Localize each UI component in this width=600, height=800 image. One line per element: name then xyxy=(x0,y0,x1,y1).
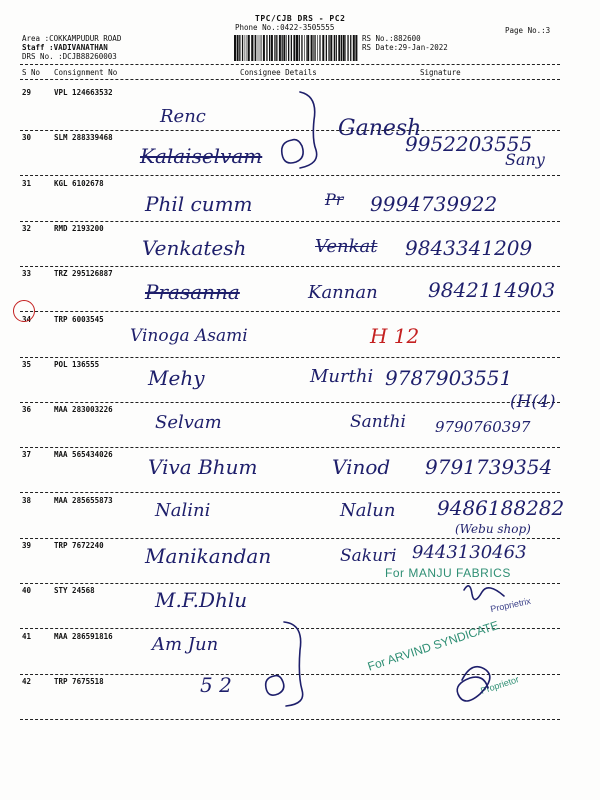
hw-phone-39: 9443130463 xyxy=(412,542,527,563)
row-consignment-number: TRP 6003545 xyxy=(54,314,104,324)
hw-sign-32: Venkat xyxy=(315,236,378,257)
hw-name-39: Manikandan xyxy=(145,544,272,568)
column-divider xyxy=(20,79,560,80)
table-row xyxy=(22,360,99,369)
phone-number: Phone No.:0422-3505555 xyxy=(235,23,335,32)
hw-sign-37: Vinod xyxy=(332,455,391,479)
bracket-stroke-41-42 xyxy=(284,622,303,706)
hw-phone-36: 9790760397 xyxy=(435,418,531,436)
barcode-bar xyxy=(276,35,277,61)
row-consignment-number: SLM 288339468 xyxy=(54,133,113,143)
barcode-bar xyxy=(251,35,253,61)
table-row xyxy=(22,541,104,550)
barcode-bar xyxy=(258,35,259,61)
barcode-bar xyxy=(299,35,300,61)
barcode-bar xyxy=(242,35,243,61)
barcode-bar xyxy=(279,35,281,61)
stamp-manju-fabrics: For MANJU FABRICS xyxy=(385,566,511,580)
hw-name-42: 5 2 xyxy=(200,673,232,697)
barcode-bar xyxy=(282,35,283,61)
hw-sign-30: Ganesh xyxy=(338,116,422,141)
row-serial-number: 37 xyxy=(22,450,32,460)
row-consignment-number: KGL 6102678 xyxy=(54,178,104,188)
barcode-bar xyxy=(330,35,332,61)
table-row xyxy=(22,677,104,686)
barcode-bar xyxy=(261,35,262,61)
hw-name-35: Mehy xyxy=(148,366,205,390)
barcode-bar xyxy=(326,35,327,61)
barcode-bar xyxy=(274,35,275,61)
sheet-title: TPC/CJB DRS - PC2 xyxy=(255,14,346,23)
hw-name-30: Kalaiselvam xyxy=(140,144,263,168)
rs-number-field: RS No.:882600 xyxy=(362,34,421,43)
drs-number-field: DRS No. :DCJB88260003 xyxy=(22,52,117,61)
page-number: Page No.:3 xyxy=(505,26,551,35)
hw-note-39: (Webu shop) xyxy=(455,522,531,536)
barcode-bar xyxy=(345,35,346,61)
row-consignment-number: TRZ 295126887 xyxy=(54,269,113,279)
barcode-bar xyxy=(350,35,351,61)
hw-mark-36: (H(4) xyxy=(510,392,556,412)
barcode-bar xyxy=(271,35,273,61)
row-divider xyxy=(20,266,560,267)
barcode-bar xyxy=(247,35,248,61)
row-serial-number: 31 xyxy=(22,178,32,188)
row-consignment-number: TRP 7672240 xyxy=(54,541,104,550)
barcode-bar xyxy=(266,35,267,61)
barcode-bar xyxy=(260,35,261,61)
barcode-bar xyxy=(317,35,318,61)
row-consignment-number: STY 24568 xyxy=(54,586,95,596)
table-row xyxy=(22,632,113,641)
row-consignment-number: RMD 2193200 xyxy=(54,223,104,233)
col-consignment-header: Consignment No xyxy=(54,68,118,77)
barcode-bar xyxy=(269,35,270,61)
barcode-bar xyxy=(347,35,348,61)
table-row xyxy=(22,88,113,97)
table-row xyxy=(22,179,104,188)
hw-sign-35: Murthi xyxy=(310,366,374,387)
row-serial-number: 34 xyxy=(22,314,32,324)
hw-phone-31: 9994739922 xyxy=(370,192,498,216)
barcode-bar xyxy=(248,35,250,61)
barcode-bar xyxy=(301,35,302,61)
row-serial-number: 32 xyxy=(22,223,32,233)
row-serial-number: 39 xyxy=(22,541,32,550)
row-divider xyxy=(20,492,560,493)
row-serial-number: 33 xyxy=(22,269,32,279)
barcode-bar xyxy=(283,35,285,61)
hw-phone-33: 9842114903 xyxy=(428,278,556,302)
row-consignment-number: MAA 285655873 xyxy=(54,495,113,505)
row-serial-number: 35 xyxy=(22,359,32,369)
barcode-bar xyxy=(320,35,321,61)
row-consignment-number: MAA 286591816 xyxy=(54,631,113,641)
red-circle-mark xyxy=(13,300,35,322)
barcode-bar xyxy=(334,35,335,61)
barcode-bar xyxy=(263,35,265,61)
row-consignment-number: POL 136555 xyxy=(54,359,100,369)
barcode-bar xyxy=(245,35,246,61)
row-divider xyxy=(20,175,560,176)
row-divider xyxy=(20,583,560,584)
row-divider xyxy=(20,447,560,448)
row-serial-number: 30 xyxy=(22,133,32,143)
row-serial-number: 36 xyxy=(22,405,32,415)
hw-phone-30: 9952203555 xyxy=(405,132,533,156)
row-serial-number: 29 xyxy=(22,88,32,97)
zero-mark-30 xyxy=(282,140,303,163)
barcode-bar xyxy=(355,35,357,61)
barcode-bar xyxy=(291,35,292,61)
header-divider xyxy=(20,64,560,65)
hw-name-32: Venkatesh xyxy=(142,236,247,260)
barcode-bar xyxy=(293,35,295,61)
table-row xyxy=(22,224,104,233)
barcode-bar xyxy=(314,35,315,61)
hw-name-38: Nalini xyxy=(155,500,211,521)
barcode-bar xyxy=(322,35,324,61)
stamp-manju-proprietrix: Proprietrix xyxy=(489,595,532,615)
barcode-bar xyxy=(336,35,337,61)
barcode-bar xyxy=(328,35,329,61)
col-signature-header: Signature xyxy=(420,68,461,77)
barcode-bar xyxy=(296,35,298,61)
area-field: Area :COKKAMPUDUR ROAD xyxy=(22,34,122,43)
hw-name-34: Vinoga Asami xyxy=(130,326,248,346)
barcode-bar xyxy=(343,35,345,61)
row-divider xyxy=(20,130,560,131)
hw-name-36: Selvam xyxy=(155,412,222,433)
table-row xyxy=(22,586,95,595)
barcode xyxy=(232,35,360,61)
signature-scribble-40 xyxy=(464,586,504,600)
row-consignment-number: MAA 283003226 xyxy=(54,405,113,415)
table-row xyxy=(22,450,113,459)
table-row xyxy=(22,405,113,414)
hw-name-41: Am Jun xyxy=(152,634,219,655)
row-consignment-number: MAA 565434026 xyxy=(54,450,113,460)
hw-phone-32: 9843341209 xyxy=(405,236,533,260)
barcode-bar xyxy=(234,35,236,61)
stamp-arvind-proprietor: Proprietor xyxy=(479,674,521,696)
hw-name-31: Phil cumm xyxy=(145,192,253,216)
hw-name-37: Viva Bhum xyxy=(148,455,258,479)
hw-name-33: Prasanna xyxy=(145,280,240,304)
row-serial-number: 42 xyxy=(22,676,32,686)
hw-phone-35: 9787903551 xyxy=(385,366,513,390)
barcode-bar xyxy=(307,35,309,61)
barcode-bar xyxy=(311,35,313,61)
table-row xyxy=(22,315,104,324)
stamp-arvind-syndicate: For ARVIND SYNDICATE xyxy=(365,618,501,674)
table-row xyxy=(22,133,113,142)
hw-phone-37: 9791739354 xyxy=(425,455,553,479)
barcode-bar xyxy=(341,35,342,61)
staff-field: Staff :VADIVANATHAN xyxy=(22,43,108,52)
row-divider xyxy=(20,719,560,720)
row-divider xyxy=(20,357,560,358)
hw-sign-36: Santhi xyxy=(350,412,406,432)
rs-date-field: RS Date:29-Jan-2022 xyxy=(362,43,448,52)
table-row xyxy=(22,269,113,278)
row-serial-number: 40 xyxy=(22,586,32,596)
hw-sign-33: Kannan xyxy=(308,282,378,303)
barcode-bar xyxy=(319,35,320,61)
barcode-bar xyxy=(237,35,239,61)
barcode-bar xyxy=(313,35,314,61)
hw-sign-31: Pr xyxy=(325,190,344,209)
barcode-bar xyxy=(254,35,255,61)
zero-mark-42 xyxy=(266,676,284,696)
row-serial-number: 38 xyxy=(22,495,32,505)
col-consignee-header: Consignee Details xyxy=(240,68,317,77)
barcode-bar xyxy=(353,35,355,61)
barcode-bar xyxy=(255,35,256,61)
row-consignment-number: VPL 124663532 xyxy=(54,88,113,97)
row-serial-number: 41 xyxy=(22,631,32,641)
barcode-bar xyxy=(304,35,305,61)
row-divider xyxy=(20,538,560,539)
table-row xyxy=(22,496,113,505)
barcode-bar xyxy=(306,35,307,61)
row-divider xyxy=(20,221,560,222)
hw-name-29: Renc xyxy=(160,106,206,127)
row-divider xyxy=(20,311,560,312)
hw-mark-34: H 12 xyxy=(370,324,420,348)
barcode-bar xyxy=(338,35,340,61)
hw-sign-38: Nalun xyxy=(340,500,396,521)
barcode-bar xyxy=(286,35,287,61)
hw-phone-38: 9486188282 xyxy=(437,496,565,520)
row-consignment-number: TRP 7675518 xyxy=(54,676,104,686)
row-divider xyxy=(20,674,560,675)
hw-name-40: M.F.Dhlu xyxy=(155,588,248,612)
hw-extra-30: Sany xyxy=(505,150,545,169)
col-sno-header: S No xyxy=(22,68,41,77)
barcode-bar xyxy=(288,35,289,61)
barcode-bar xyxy=(239,35,240,61)
hw-sign-39: Sakuri xyxy=(340,546,397,566)
row-divider xyxy=(20,402,560,403)
